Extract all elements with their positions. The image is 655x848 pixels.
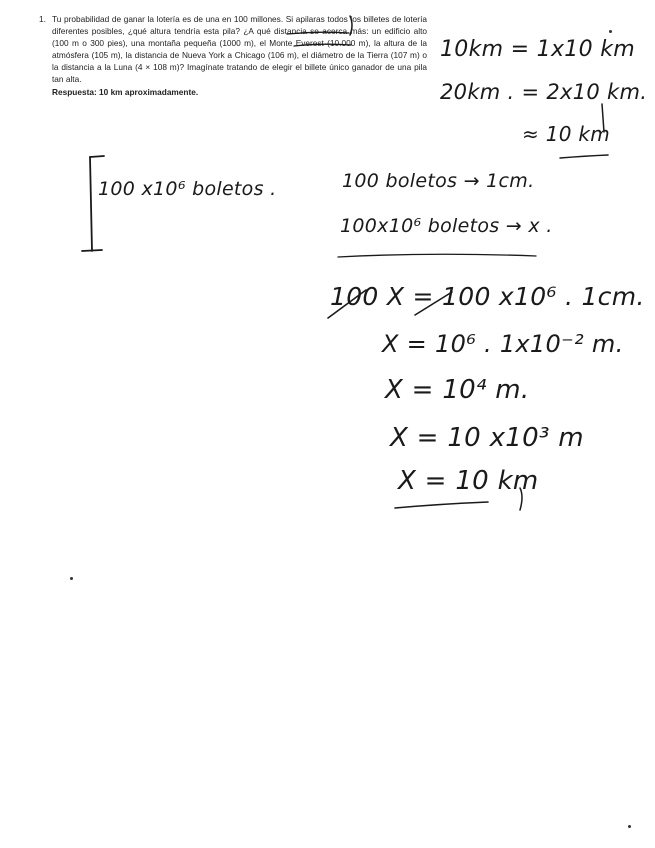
ratio-underline xyxy=(338,254,536,257)
stray-dot xyxy=(70,577,73,580)
handwritten-equation-5: X = 10 km xyxy=(398,466,539,496)
handwritten-ratio-1: 100 boletos → 1cm. xyxy=(342,170,535,192)
handwritten-equation-3: X = 10⁴ m. xyxy=(385,375,530,405)
handwritten-line-2: 20km . = 2x10 km. xyxy=(440,80,648,104)
handwritten-line-1: 10km = 1x10 km xyxy=(440,37,635,62)
stray-dot xyxy=(628,825,631,828)
answer-line: Respuesta: 10 km aproximadamente. xyxy=(52,86,199,97)
handwritten-stack-count: 100 x10⁶ boletos . xyxy=(98,178,277,200)
handwritten-equation-2: X = 10⁶ . 1x10⁻² m. xyxy=(382,330,624,358)
handwritten-equation-4: X = 10 x10³ m xyxy=(390,423,584,453)
stack-bracket-bottom xyxy=(82,250,102,251)
handwritten-ratio-2: 100x10⁶ boletos → x . xyxy=(340,215,553,237)
approx-underline xyxy=(560,155,608,158)
handwritten-equation-1: 100 X = 100 x10⁶ . 1cm. xyxy=(330,282,645,311)
stack-bracket-side xyxy=(90,157,92,251)
handwritten-approx-result: ≈ 10 km xyxy=(522,122,611,146)
problem-block xyxy=(39,13,427,98)
stack-bracket-top xyxy=(90,156,104,157)
final-answer-underline xyxy=(395,502,488,508)
problem-number: 1. xyxy=(39,14,46,24)
problem-text: Tu probabilidad de ganar la lotería es de una en 100 millones. Si apilaras todos los billetes de lotería diferentes posibles, ¿qué altura tendría esta pila? ¿A qué distancia se acerca más: un edificio alto (100 m o 300 pies), una montaña pequeña (1000 m), el Monte Everest (10.000 m), la altura de la atmósfera (105 m), la distancia de Nueva York a Chicago (106 m), el diámetro de la Tierra (107 m) o la distancia a la Luna (4 × 108 m)? Imagínate tratando de elegir el billete único ganador de una pila tan alta. xyxy=(52,14,427,85)
stray-dot xyxy=(609,30,612,33)
